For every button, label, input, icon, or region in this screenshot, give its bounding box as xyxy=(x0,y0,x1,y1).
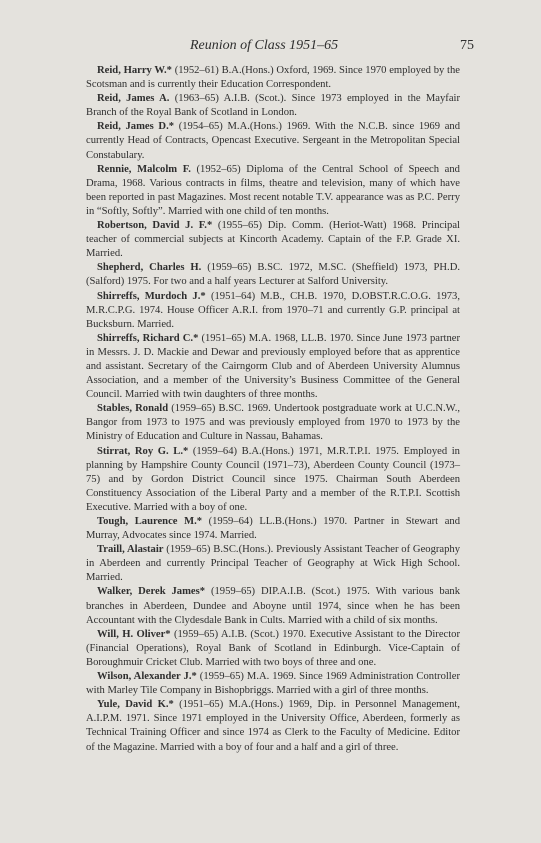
alumni-name: Stirrat, Roy G. L.* xyxy=(97,445,189,457)
alumni-details: (1959–65) DIP.A.I.B. (Scot.) 1975. With various bank branches in Aberdeen, Dundee and Aboyne until 1974, since when he has been Accountant with the Clydesdale Bank in Cults. Married with a child of six months. xyxy=(86,586,460,626)
alumni-entry xyxy=(86,628,460,670)
alumni-entry xyxy=(86,698,460,754)
alumni-entry xyxy=(86,64,460,92)
alumni-name: Shirreffs, Richard C.* xyxy=(97,332,199,344)
alumni-name: Rennie, Malcolm F. xyxy=(97,163,191,175)
alumni-name: Traill, Alastair xyxy=(97,544,164,556)
alumni-entry xyxy=(86,163,460,219)
alumni-details: (1959–64) B.A.(Hons.) 1971, M.R.T.P.I. 1975. Employed in planning by Hampshire County Council (1971–73), Aberdeen County Council (1973–75) and by Gordon District Council since 1975. Chairman South Aberdeen Constituency Association of the Liberal Party and a member of the R.T.P.I. Scottish Executive. Married with a boy of one. xyxy=(86,445,460,513)
alumni-entry xyxy=(86,290,460,332)
alumni-entry xyxy=(86,261,460,289)
alumni-name: Reid, James A. xyxy=(97,93,170,105)
alumni-details: (1951–65) M.A.(Hons.) 1969, Dip. in Personnel Management, A.I.P.M. 1971. Since 1971 employed in the University Office, Aberdeen, formerly as Technical Training Officer and since 1974 as Clerk to the Faculty of Medicine. Editor of the Magazine. Married with a boy of four and a half and a girl of three. xyxy=(86,699,460,753)
alumni-details: (1959–65) B.SC.(Hons.). Previously Assistant Teacher of Geography in Aberdeen and currently Principal Teacher of Geography at Wick High School. Married. xyxy=(86,544,461,584)
alumni-entries xyxy=(86,64,460,755)
alumni-name: Reid, Harry W.* xyxy=(97,65,172,76)
alumni-entry xyxy=(86,402,460,444)
alumni-details: (1959–65) B.SC. 1969. Undertook postgraduate work at U.C.N.W., Bangor from 1973 to 1975 and was previously employed from 1970 to 1973 by the Ministry of Education and Culture in Nassau, Bahamas. xyxy=(86,403,460,443)
alumni-details: (1955–65) Dip. Comm. (Heriot-Watt) 1968. Principal teacher of commercial subjects at Kincorth Academy. Captain of the F.P. Grade XI. Married. xyxy=(86,220,460,260)
alumni-name: Robertson, David J. F.* xyxy=(97,220,213,232)
alumni-name: Walker, Derek James* xyxy=(97,586,206,598)
alumni-name: Shirreffs, Murdoch J.* xyxy=(97,290,206,302)
alumni-name: Wilson, Alexander J.* xyxy=(97,671,197,683)
alumni-details: (1952–65) Diploma of the Central School of Speech and Drama, 1968. Various contracts in films, theatre and television, many of which have been reported in past Magazines. Most recent notable T.V. appearance was as P.C. Perry in “Softly, Softly”. Married with one child of ten months. xyxy=(86,163,460,217)
alumni-details: (1959–65) A.I.B. (Scot.) 1970. Executive Assistant to the Director (Financial Operations), Royal Bank of Scotland in Edinburgh. Vice-Captain of Boroughmuir Cricket Club. Married with two boys of three and one. xyxy=(86,628,460,668)
running-head xyxy=(60,38,474,58)
alumni-name: Will, H. Oliver* xyxy=(97,628,171,640)
alumni-details: (1951–64) M.B., CH.B. 1970, D.OBST.R.C.O.G. 1973, M.R.C.P.G. 1974. House Officer A.R.I. from 1970–71 and currently G.P. principal at Bucksburn. Married. xyxy=(86,290,460,330)
alumni-details: (1952–61) B.A.(Hons.) Oxford, 1969. Since 1970 employed by the Scotsman and is currently their Education Correspondent. xyxy=(86,65,461,91)
alumni-name: Stables, Ronald xyxy=(97,403,169,415)
running-title: Reunion of Class 1951–65 xyxy=(190,38,339,53)
alumni-details: (1963–65) A.I.B. (Scot.). Since 1973 employed in the Mayfair Branch of the Royal Bank of Scotland in London. xyxy=(86,93,461,119)
alumni-details: (1959–65) B.SC. 1972, M.SC. (Sheffield) 1973, PH.D. (Salford) 1975. For two and a half years Lecturer at Salford University. xyxy=(86,262,460,288)
alumni-details: (1954–65) M.A.(Hons.) 1969. With the N.C.B. since 1969 and currently Head of Contracts, Opencast Executive. Sergeant in the Metropolitan Special Constabulary. xyxy=(86,121,460,161)
alumni-entry xyxy=(86,543,460,585)
alumni-name: Yule, David K.* xyxy=(97,699,174,711)
alumni-name: Shepherd, Charles H. xyxy=(97,262,202,274)
alumni-entry xyxy=(86,585,460,627)
page-number: 75 xyxy=(460,38,474,53)
alumni-entry xyxy=(86,120,460,162)
alumni-entry xyxy=(86,670,460,698)
alumni-entry xyxy=(86,515,460,543)
alumni-details: (1959–65) M.A. 1969. Since 1969 Administration Controller with Marley Tile Company in Bishopbriggs. Married with a girl of three months. xyxy=(86,671,460,697)
alumni-details: (1951–65) M.A. 1968, LL.B. 1970. Since June 1973 partner in Messrs. J. D. Mackie and Dewar and previously employed before that as apprentice and assistant. Secretary of the Cairngorm Club and of Aberdeen University Alumnus Association, and a member of the University’s Business Committee of the General Council. Married with twin daughters of three months. xyxy=(86,332,460,401)
alumni-name: Tough, Laurence M.* xyxy=(97,516,203,527)
alumni-name: Reid, James D.* xyxy=(97,121,175,133)
alumni-details: (1959–64) LL.B.(Hons.) 1970. Partner in Stewart and Murray, Advocates since 1974. Married. xyxy=(86,516,460,542)
alumni-entry xyxy=(86,445,460,515)
alumni-entry xyxy=(86,92,460,120)
alumni-entry xyxy=(86,332,460,402)
alumni-entry xyxy=(86,219,460,261)
